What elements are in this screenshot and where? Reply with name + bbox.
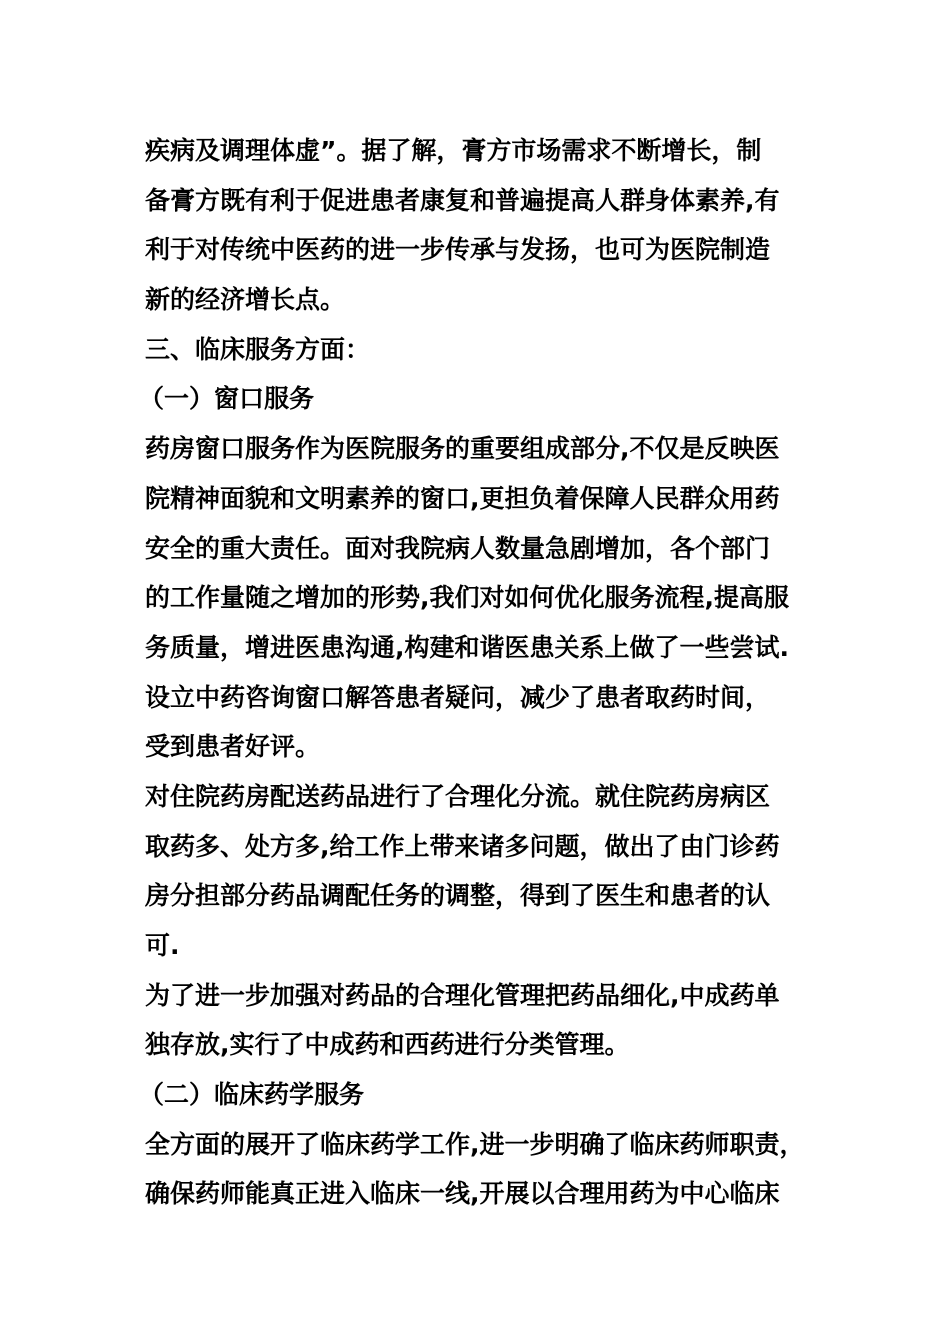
text-line: 新的经济增长点。 (145, 285, 346, 315)
text-line: 的工作量随之增加的形势,我们对如何优化服务流程,提高服 (145, 583, 789, 613)
subsection-heading: （二）临床药学服务 (139, 1080, 365, 1110)
text-line: 确保药师能真正进入临床一线,开展以合理用药为中心临床 (145, 1179, 780, 1209)
text-line: 为了进一步加强对药品的合理化管理把药品细化,中成药单 (145, 980, 780, 1010)
text-line: 疾病及调理体虚”。据了解，膏方市场需求不断增长，制 (145, 136, 762, 165)
section-heading: 三、临床服务方面： (145, 334, 371, 364)
text-line: 全方面的展开了临床药学工作,进一步明确了临床药师职责， (145, 1129, 805, 1159)
text-line: 务质量，增进医患沟通,构建和谐医患关系上做了一些尝试. (145, 632, 789, 662)
text-line: 对住院药房配送药品进行了合理化分流。就住院药房病区 (145, 781, 771, 811)
text-line: 可. (145, 931, 180, 960)
body-text (139, 126, 825, 1219)
text-line: 备膏方既有利于促进患者康复和普遍提高人群身体素养,有 (145, 185, 780, 215)
text-line: 独存放,实行了中成药和西药进行分类管理。 (145, 1030, 630, 1060)
text-line: 取药多、处方多,给工作上带来诸多问题，做出了由门诊药 (145, 831, 780, 861)
subsection-heading: （一）窗口服务 (139, 384, 315, 414)
text-line: 药房窗口服务作为医院服务的重要组成部分,不仅是反映医 (145, 434, 780, 464)
text-line: 院精神面貌和文明素养的窗口,更担负着保障人民群众用药 (145, 483, 780, 513)
text-line: 房分担部分药品调配任务的调整，得到了医生和患者的认 (145, 881, 771, 911)
text-line: 利于对传统中医药的进一步传承与发扬，也可为医院制造 (145, 235, 771, 265)
text-line: 设立中药咨询窗口解答患者疑问，减少了患者取药时间， (145, 682, 771, 712)
text-line: 受到患者好评。 (145, 732, 321, 762)
text-line: 安全的重大责任。面对我院病人数量急剧增加，各个部门 (145, 533, 771, 563)
